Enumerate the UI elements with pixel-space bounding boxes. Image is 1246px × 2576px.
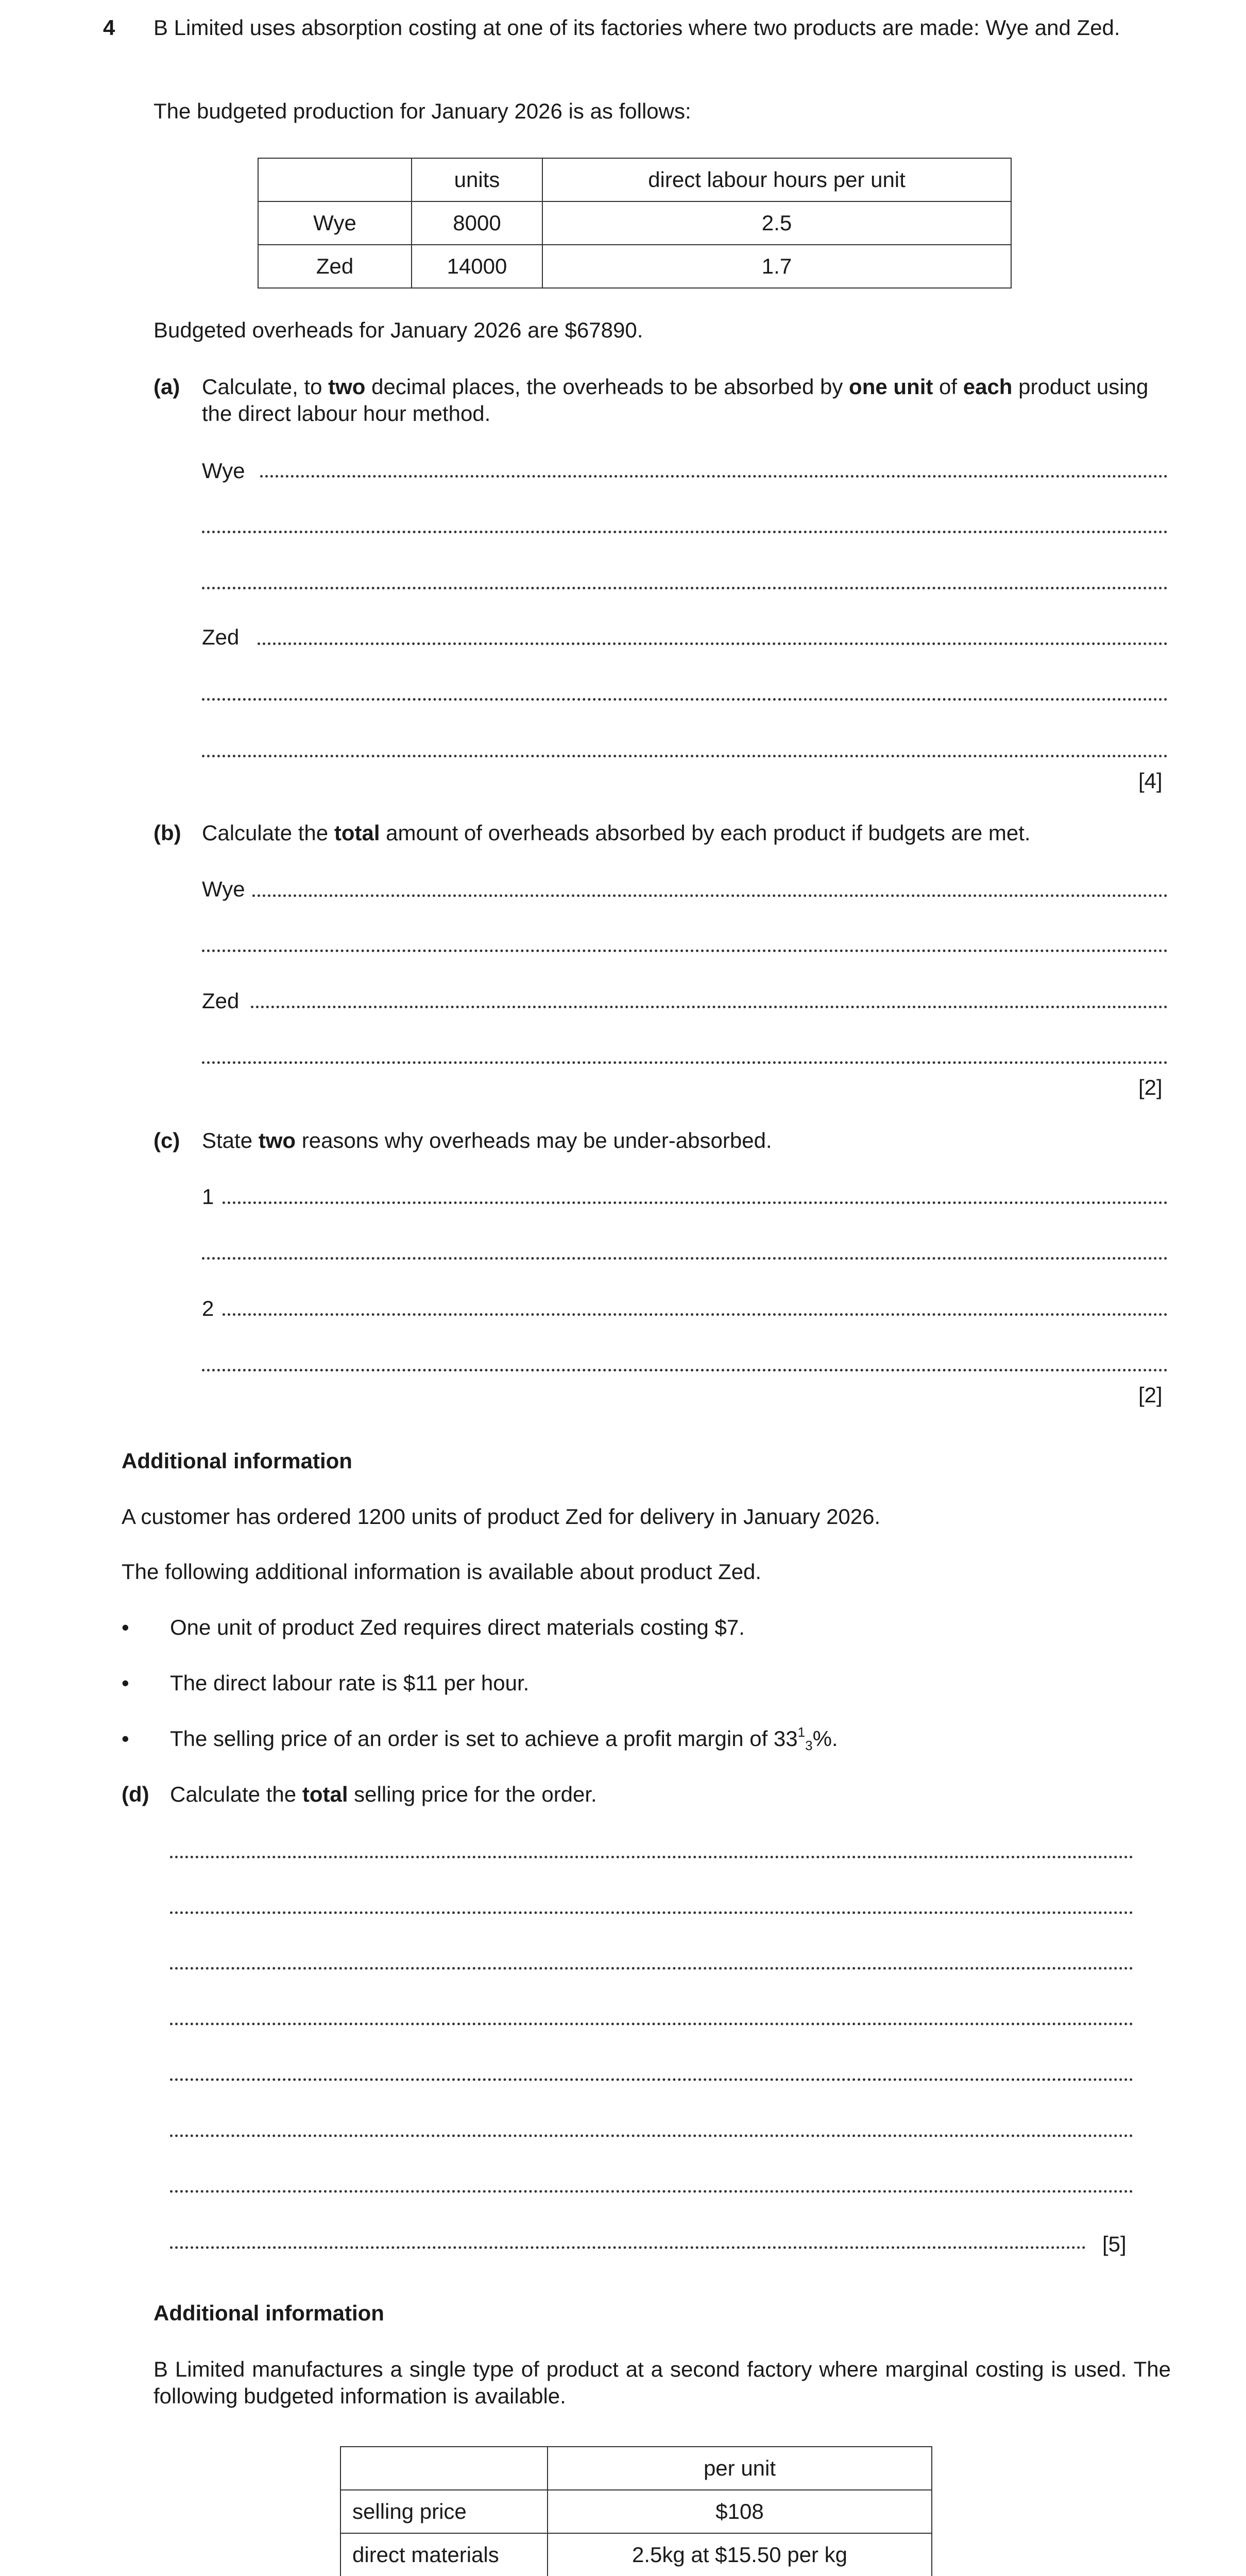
table-header-row (258, 158, 1011, 201)
bullet-point: • (122, 1671, 129, 1695)
additional-info-p2: The following additional information is available about product Zed. (122, 1560, 762, 1584)
table-cell-units: 14000 (412, 245, 542, 288)
answer-line[interactable] (170, 1856, 1133, 1858)
bullet-text: One unit of product Zed requires direct materials costing $7. (170, 1615, 745, 1639)
budget-table (340, 2446, 932, 2576)
table-row (340, 2490, 932, 2533)
part-c-item-2-label: 2 (202, 1296, 214, 1320)
additional-info-heading-2: Additional information (153, 2301, 384, 2325)
table-cell-product: Wye (258, 201, 412, 245)
answer-line[interactable] (170, 2134, 1133, 2137)
table-header-cell: direct labour hours per unit (542, 158, 1011, 201)
part-c-marks: [2] (1138, 1383, 1163, 1407)
answer-line[interactable] (170, 2078, 1133, 2081)
table-row (258, 201, 1011, 245)
answer-line[interactable] (251, 1006, 1168, 1008)
table-row (340, 2533, 932, 2576)
part-a-zed-label: Zed (202, 625, 240, 649)
part-d-marks: [5] (1102, 2232, 1126, 2256)
part-d-label: (d) (122, 1782, 149, 1806)
table-cell-units: 8000 (412, 201, 542, 245)
table-cell-value: $108 (548, 2490, 932, 2533)
part-c-item-1-label: 1 (202, 1184, 214, 1209)
table-header-cell: per unit (548, 2447, 932, 2490)
part-b-zed-label: Zed (202, 989, 240, 1013)
additional-info-heading-1: Additional information (122, 1449, 352, 1473)
answer-line[interactable] (170, 2023, 1133, 2025)
part-d-question: Calculate the total selling price for the order. (170, 1782, 597, 1806)
answer-line[interactable] (260, 475, 1168, 478)
answer-line[interactable] (202, 531, 1168, 533)
bullet-text-profit-margin: The selling price of an order is set to achieve a profit margin of $33^13\%$. (170, 1724, 838, 1753)
table-cell-item: direct materials (340, 2533, 548, 2576)
part-c-label: (c) (153, 1128, 180, 1153)
additional-info-p1: A customer has ordered 1200 units of product Zed for delivery in January 2026. (122, 1504, 881, 1529)
table-cell-item: selling price (340, 2490, 548, 2533)
answer-line[interactable] (202, 587, 1168, 589)
part-a-wye-label: Wye (202, 459, 245, 483)
answer-line[interactable] (170, 1911, 1133, 1914)
answer-line[interactable] (202, 1257, 1168, 1260)
table-cell-product: Zed (258, 245, 412, 288)
question-number: 4 (103, 15, 115, 40)
answer-line[interactable] (252, 894, 1168, 897)
part-a-marks: [4] (1138, 769, 1163, 793)
overheads-text: Budgeted overheads for January 2026 are $67890. (153, 318, 643, 342)
table-row (258, 245, 1011, 288)
answer-line[interactable] (170, 1967, 1133, 1970)
answer-line[interactable] (202, 950, 1168, 952)
table-header-cell: units (412, 158, 542, 201)
answer-line[interactable] (170, 2246, 1086, 2249)
answer-line[interactable] (258, 642, 1168, 645)
table-cell-hours: 2.5 (542, 201, 1011, 245)
answer-line[interactable] (223, 1201, 1168, 1204)
intro-text: B Limited uses absorption costing at one of its factories where two products are made: Wye and Zed. (153, 15, 1120, 40)
additional-info-2-p1: B Limited manufactures a single type of product at a second factory where marginal costing is used. The following budgeted information is available. (153, 2357, 1171, 2408)
part-b-wye-label: Wye (202, 877, 245, 901)
part-b-question: Calculate the total amount of overheads absorbed by each product if budgets are met. (202, 821, 1031, 845)
table-header-cell (340, 2447, 548, 2490)
table-cell-hours: 1.7 (542, 245, 1011, 288)
bullet-point: • (122, 1726, 129, 1751)
table-header-row (340, 2447, 932, 2490)
production-table (258, 158, 1012, 289)
bullet-text: The direct labour rate is $11 per hour. (170, 1671, 530, 1695)
answer-line[interactable] (202, 1369, 1168, 1371)
answer-line[interactable] (202, 755, 1168, 757)
answer-line[interactable] (202, 698, 1168, 701)
part-a-question: Calculate, to two decimal places, the overheads to be absorbed by one unit of each product using the direct labour hour method. (202, 375, 1149, 426)
answer-line[interactable] (202, 1061, 1168, 1064)
answer-line[interactable] (170, 2190, 1133, 2193)
bullet-point: • (122, 1615, 129, 1639)
part-b-marks: [2] (1138, 1075, 1163, 1099)
part-c-question: State two reasons why overheads may be under-absorbed. (202, 1128, 772, 1153)
table-cell-value: 2.5kg at $15.50 per kg (548, 2533, 932, 2576)
part-a-label: (a) (153, 375, 180, 399)
budget-heading: The budgeted production for January 2026 is as follows: (153, 99, 691, 123)
part-b-label: (b) (153, 821, 181, 845)
answer-line[interactable] (223, 1313, 1168, 1316)
table-header-cell (258, 158, 412, 201)
